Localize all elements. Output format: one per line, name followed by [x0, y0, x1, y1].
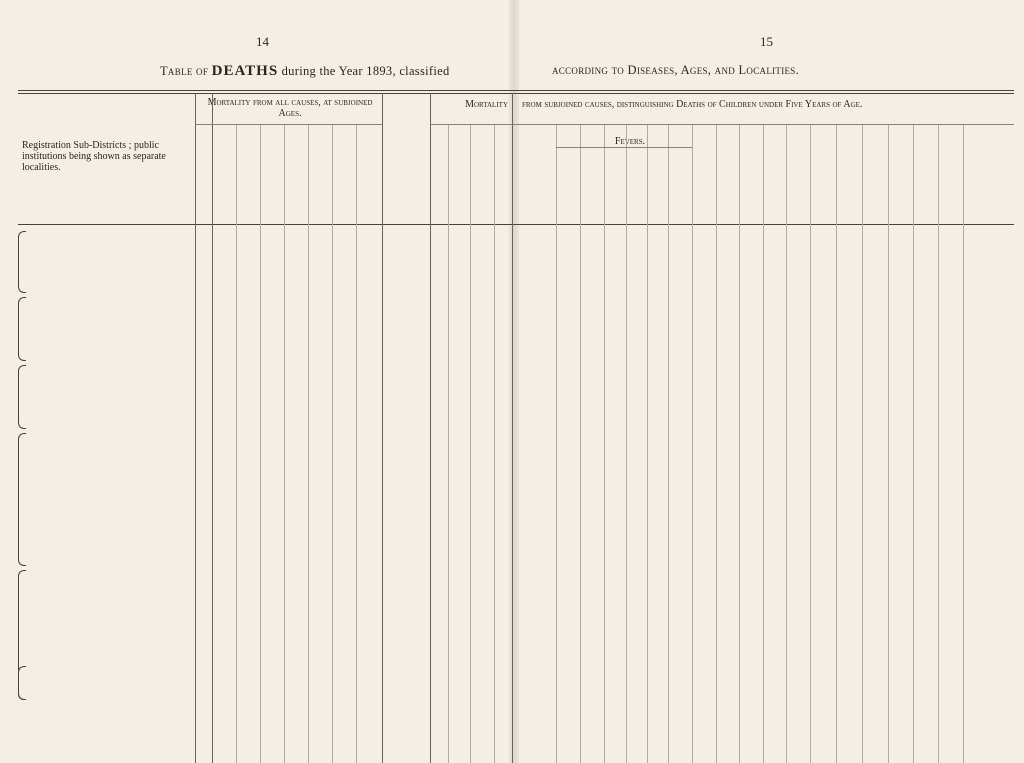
mortality-header-rule — [195, 124, 382, 125]
disease-column-divider — [556, 125, 557, 763]
group-brace — [18, 297, 26, 361]
disease-column-divider — [647, 125, 648, 763]
page-number-right: 15 — [760, 34, 773, 49]
age-column-divider — [332, 125, 333, 763]
disease-column-divider — [692, 125, 693, 763]
disease-column-divider — [963, 125, 964, 763]
column-divider — [430, 93, 431, 763]
disease-column-divider — [494, 125, 495, 763]
group-brace — [18, 365, 26, 429]
page-gutter — [509, 0, 519, 763]
title-prefix: Table of — [160, 64, 209, 78]
disease-column-divider — [836, 125, 837, 763]
fevers-header: Fevers. — [614, 136, 646, 147]
age-column-divider — [260, 125, 261, 763]
mortality-sub-header-b: from subjoined causes, distinguishing Deaths of Children under Five Years of Age. — [522, 99, 863, 110]
title-suffix: during the Year 1893, classified — [281, 64, 450, 78]
disease-column-divider — [938, 125, 939, 763]
disease-column-divider — [604, 125, 605, 763]
header-bottom-rule — [18, 224, 1014, 225]
age-column-divider — [356, 125, 357, 763]
age-column-divider — [308, 125, 309, 763]
title-deaths: DEATHS — [211, 63, 279, 79]
age-column-divider — [284, 125, 285, 763]
disease-column-divider — [668, 125, 669, 763]
mortality-sub-rule — [430, 124, 1014, 125]
disease-column-divider — [862, 125, 863, 763]
disease-column-divider — [786, 125, 787, 763]
disease-column-divider — [626, 125, 627, 763]
table-title-left — [160, 63, 450, 80]
mortality-sub-header-a: Mortality — [465, 99, 508, 110]
disease-column-divider — [913, 125, 914, 763]
disease-column-divider — [716, 125, 717, 763]
group-brace — [18, 231, 26, 293]
disease-column-divider — [580, 125, 581, 763]
registration-header: Registration Sub-Districts ; public institutions being shown as separate localities. — [22, 140, 166, 173]
fevers-rule — [556, 147, 692, 148]
disease-column-divider — [739, 125, 740, 763]
column-divider — [382, 93, 383, 763]
disease-column-divider — [810, 125, 811, 763]
group-brace — [18, 666, 26, 700]
disease-column-divider — [888, 125, 889, 763]
disease-column-divider — [763, 125, 764, 763]
table-title-right: according to Diseases, Ages, and Localities. — [552, 63, 800, 77]
column-divider — [512, 93, 513, 763]
mortality-all-header: Mortality from all causes, at subjoined Ages. — [207, 97, 373, 119]
page-number-left: 14 — [256, 34, 269, 49]
top-rule-double — [18, 93, 1014, 94]
disease-column-divider — [470, 125, 471, 763]
group-brace — [18, 433, 26, 566]
age-column-divider — [236, 125, 237, 763]
column-divider — [212, 93, 213, 763]
disease-column-divider — [448, 125, 449, 763]
top-rule — [18, 90, 1014, 91]
column-divider — [195, 93, 196, 763]
